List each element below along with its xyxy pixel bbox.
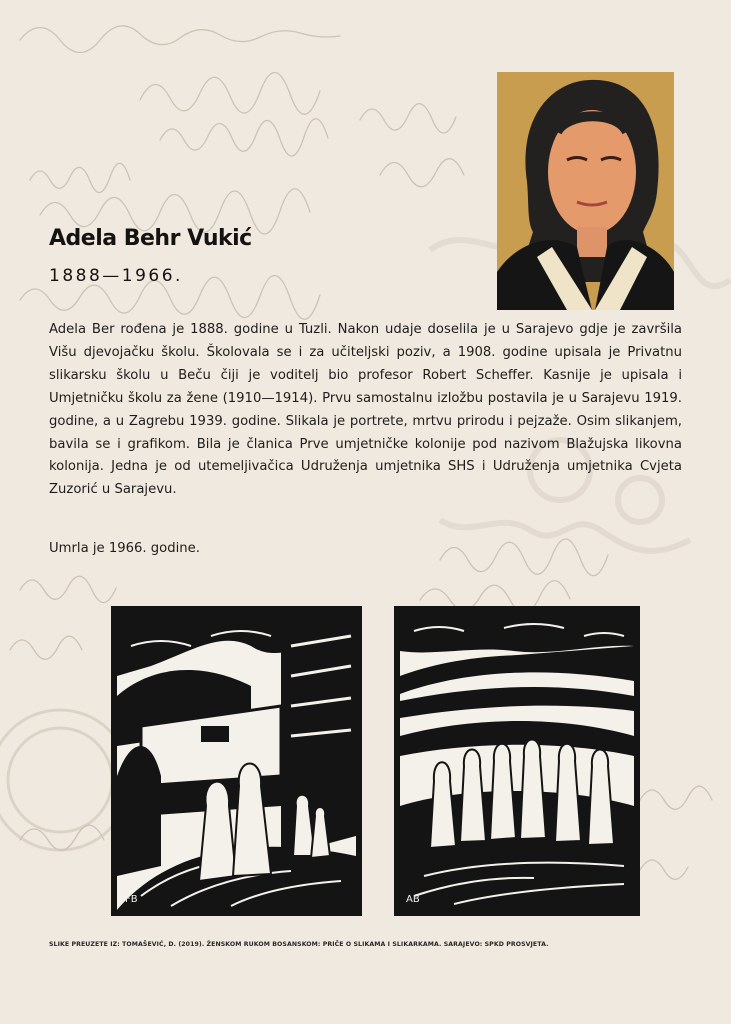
death-note: Umrla je 1966. godine. [49, 541, 200, 556]
woodcut-street-scene [111, 606, 362, 916]
biography-paragraph: Adela Ber rođena je 1888. godine u Tuzli. Nakon udaje doselila je u Sarajevo gdje je završila Višu djevojačku školu. Školovala se i za učiteljski poziv, a 1908. godine upisala je Privatnu slikarsku školu u Beču čiji je voditelj bio profesor Robert Scheffer. Kasnije je upisala i Umjetničku školu za žene (1910—1914). Prvu samostalnu izložbu postavila je u Sarajevu 1919. godine, a u Zagrebu 1939. godine. Slikala je portrete, mrtvu prirodu i pejzaže. Osim slikanjem, bavila se i grafikom. Bila je članica Prve umjetničke kolonije pod nazivom Blažujska likovna kolonija. Jedna je od utemeljivačica Udruženja umjetnika SHS i Udruženja umjetnika Cvjeta Zuzorić u Sarajevu. [49, 322, 682, 498]
image-source-note: SLIKE PREUZETE IZ: TOMAŠEVIĆ, D. (2019). ŽENSKOM RUKOM BOSANSKOM: PRIČE O SLIKAMA I SLIKARKAMA. SARAJEVO: SPKD PROSVJETA. [49, 941, 549, 948]
svg-text:FB: FB [125, 894, 138, 905]
woodcut-procession-scene [394, 606, 640, 916]
artist-name: Adela Behr Vukić [49, 226, 252, 251]
portrait-painting [497, 72, 674, 310]
svg-text:AB: AB [406, 894, 420, 905]
life-years: 1888—1966. [49, 266, 183, 286]
